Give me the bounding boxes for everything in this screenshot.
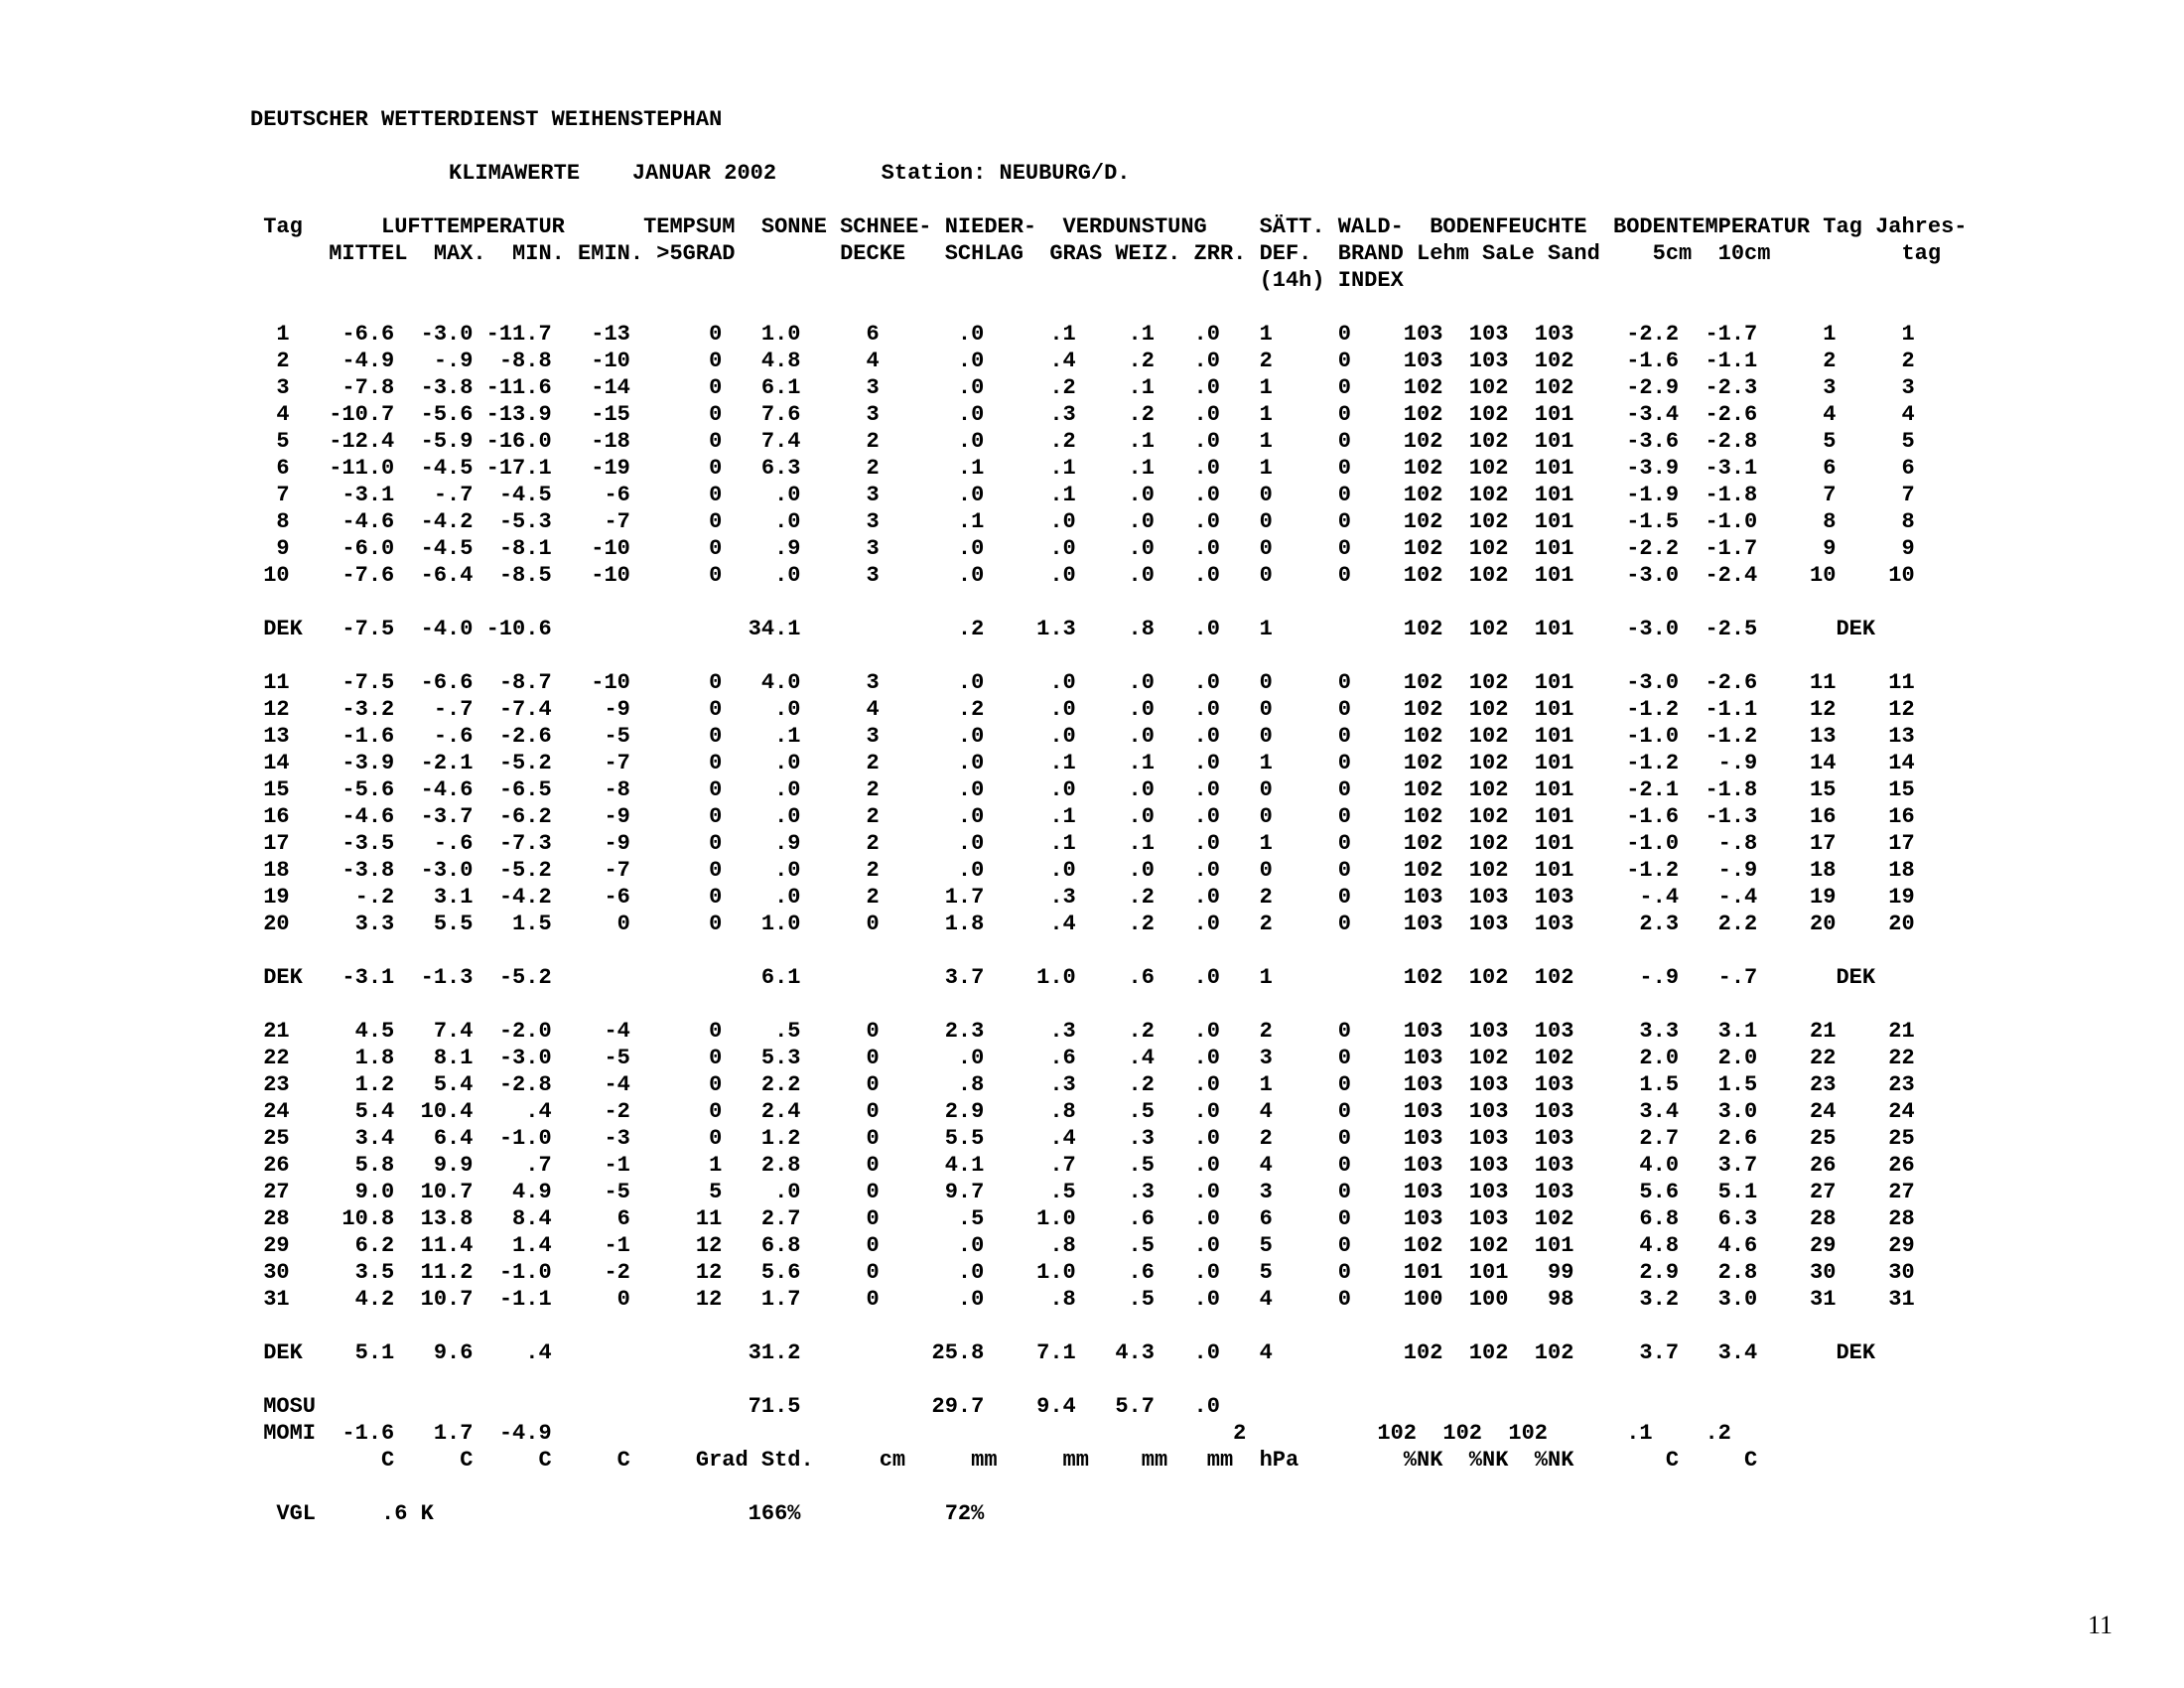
table-row: 3 -7.8 -3.8 -11.6 -14 0 6.1 3 .0 .2 .1 .0 1 0 102 102 102 -2.9 -2.3 3 3 <box>250 375 1915 400</box>
table-row: 21 4.5 7.4 -2.0 -4 0 .5 0 2.3 .3 .2 .0 2 0 103 103 103 3.3 3.1 21 21 <box>250 1019 1915 1044</box>
table-row: 29 6.2 11.4 1.4 -1 12 6.8 0 .0 .8 .5 .0 5 0 102 102 101 4.8 4.6 29 29 <box>250 1233 1915 1258</box>
table-row: 16 -4.6 -3.7 -6.2 -9 0 .0 2 .0 .1 .0 .0 0 0 102 102 101 -1.6 -1.3 16 16 <box>250 804 1915 829</box>
table-row: 23 1.2 5.4 -2.8 -4 0 2.2 0 .8 .3 .2 .0 1 0 103 103 103 1.5 1.5 23 23 <box>250 1072 1915 1097</box>
table-row: 30 3.5 11.2 -1.0 -2 12 5.6 0 .0 1.0 .6 .0 5 0 101 101 99 2.9 2.8 30 30 <box>250 1260 1915 1285</box>
table-row: 15 -5.6 -4.6 -6.5 -8 0 .0 2 .0 .0 .0 .0 0 0 102 102 101 -2.1 -1.8 15 15 <box>250 777 1915 802</box>
table-row: 7 -3.1 -.7 -4.5 -6 0 .0 3 .0 .1 .0 .0 0 0 102 102 101 -1.9 -1.8 7 7 <box>250 483 1915 507</box>
table-row: 6 -11.0 -4.5 -17.1 -19 0 6.3 2 .1 .1 .1 .0 1 0 102 102 101 -3.9 -3.1 6 6 <box>250 456 1915 481</box>
table-row: 8 -4.6 -4.2 -5.3 -7 0 .0 3 .1 .0 .0 .0 0 0 102 102 101 -1.5 -1.0 8 8 <box>250 509 1915 534</box>
table-row: 19 -.2 3.1 -4.2 -6 0 .0 2 1.7 .3 .2 .0 2 0 103 103 103 -.4 -.4 19 19 <box>250 885 1915 910</box>
month-sum-row: MOSU 71.5 29.7 9.4 5.7 .0 <box>250 1394 1220 1419</box>
table-row: 2 -4.9 -.9 -8.8 -10 0 4.8 4 .0 .4 .2 .0 2 0 103 103 102 -1.6 -1.1 2 2 <box>250 349 1915 373</box>
table-row: 25 3.4 6.4 -1.0 -3 0 1.2 0 5.5 .4 .3 .0 2 0 103 103 103 2.7 2.6 25 25 <box>250 1126 1915 1151</box>
units-row: C C C C Grad Std. cm mm mm mm mm hPa %NK %NK %NK C C <box>250 1448 1758 1473</box>
table-row: 27 9.0 10.7 4.9 -5 5 .0 0 9.7 .5 .3 .0 3 0 103 103 103 5.6 5.1 27 27 <box>250 1180 1915 1204</box>
month-mean-row: MOMI -1.6 1.7 -4.9 2 102 102 102 .1 .2 <box>250 1421 1731 1446</box>
table-row: 26 5.8 9.9 .7 -1 1 2.8 0 4.1 .7 .5 .0 4 0 103 103 103 4.0 3.7 26 26 <box>250 1153 1915 1178</box>
table-row: 10 -7.6 -6.4 -8.5 -10 0 .0 3 .0 .0 .0 .0 0 0 102 102 101 -3.0 -2.4 10 10 <box>250 563 1915 588</box>
table-row: 14 -3.9 -2.1 -5.2 -7 0 .0 2 .0 .1 .1 .0 1 0 102 102 101 -1.2 -.9 14 14 <box>250 751 1915 775</box>
decade-summary-row: DEK -7.5 -4.0 -10.6 34.1 .2 1.3 .8 .0 1 102 102 101 -3.0 -2.5 DEK <box>250 617 1876 641</box>
column-header-line: (14h) INDEX <box>250 268 1404 293</box>
page-number: 11 <box>2088 1611 2114 1639</box>
decade-summary-row: DEK -3.1 -1.3 -5.2 6.1 3.7 1.0 .6 .0 1 102 102 102 -.9 -.7 DEK <box>250 965 1876 990</box>
table-row: 4 -10.7 -5.6 -13.9 -15 0 7.6 3 .0 .3 .2 .0 1 0 102 102 101 -3.4 -2.6 4 4 <box>250 402 1915 427</box>
table-row: 20 3.3 5.5 1.5 0 0 1.0 0 1.8 .4 .2 .0 2 0 103 103 103 2.3 2.2 20 20 <box>250 912 1915 936</box>
table-row: 12 -3.2 -.7 -7.4 -9 0 .0 4 .2 .0 .0 .0 0 0 102 102 101 -1.2 -1.1 12 12 <box>250 697 1915 722</box>
table-row: 17 -3.5 -.6 -7.3 -9 0 .9 2 .0 .1 .1 .0 1 0 102 102 101 -1.0 -.8 17 17 <box>250 831 1915 856</box>
table-row: 11 -7.5 -6.6 -8.7 -10 0 4.0 3 .0 .0 .0 .0 0 0 102 102 101 -3.0 -2.6 11 11 <box>250 670 1915 695</box>
table-row: 31 4.2 10.7 -1.1 0 12 1.7 0 .0 .8 .5 .0 4 0 100 100 98 3.2 3.0 31 31 <box>250 1287 1915 1312</box>
table-row: 1 -6.6 -3.0 -11.7 -13 0 1.0 6 .0 .1 .1 .0 1 0 103 103 103 -2.2 -1.7 1 1 <box>250 322 1915 347</box>
decade-summary-row: DEK 5.1 9.6 .4 31.2 25.8 7.1 4.3 .0 4 102 102 102 3.7 3.4 DEK <box>250 1340 1876 1365</box>
institution-title: DEUTSCHER WETTERDIENST WEIHENSTEPHAN <box>250 107 723 132</box>
table-row: 18 -3.8 -3.0 -5.2 -7 0 .0 2 .0 .0 .0 .0 0 0 102 102 101 -1.2 -.9 18 18 <box>250 858 1915 883</box>
comparison-row: VGL .6 K 166% 72% <box>250 1501 985 1526</box>
table-row: 5 -12.4 -5.9 -16.0 -18 0 7.4 2 .0 .2 .1 .0 1 0 102 102 101 -3.6 -2.8 5 5 <box>250 429 1915 454</box>
table-row: 22 1.8 8.1 -3.0 -5 0 5.3 0 .0 .6 .4 .0 3 0 103 102 102 2.0 2.0 22 22 <box>250 1046 1915 1070</box>
column-header-line: MITTEL MAX. MIN. EMIN. >5GRAD DECKE SCHLAG GRAS WEIZ. ZRR. DEF. BRAND Lehm SaLe Sand 5cm 10cm tag <box>250 241 1942 266</box>
report-subtitle: KLIMAWERTE JANUAR 2002 Station: NEUBURG/D. <box>449 161 1131 186</box>
table-row: 28 10.8 13.8 8.4 6 11 2.7 0 .5 1.0 .6 .0 6 0 103 103 102 6.8 6.3 28 28 <box>250 1206 1915 1231</box>
column-header-line: Tag LUFTTEMPERATUR TEMPSUM SONNE SCHNEE- NIEDER- VERDUNSTUNG SÄTT. WALD- BODENFEUCHTE BODENTEMPERATUR Tag Jahres- <box>250 214 1968 239</box>
table-row: 9 -6.0 -4.5 -8.1 -10 0 .9 3 .0 .0 .0 .0 0 0 102 102 101 -2.2 -1.7 9 9 <box>250 536 1915 561</box>
table-row: 24 5.4 10.4 .4 -2 0 2.4 0 2.9 .8 .5 .0 4 0 103 103 103 3.4 3.0 24 24 <box>250 1099 1915 1124</box>
table-row: 13 -1.6 -.6 -2.6 -5 0 .1 3 .0 .0 .0 .0 0 0 102 102 101 -1.0 -1.2 13 13 <box>250 724 1915 749</box>
